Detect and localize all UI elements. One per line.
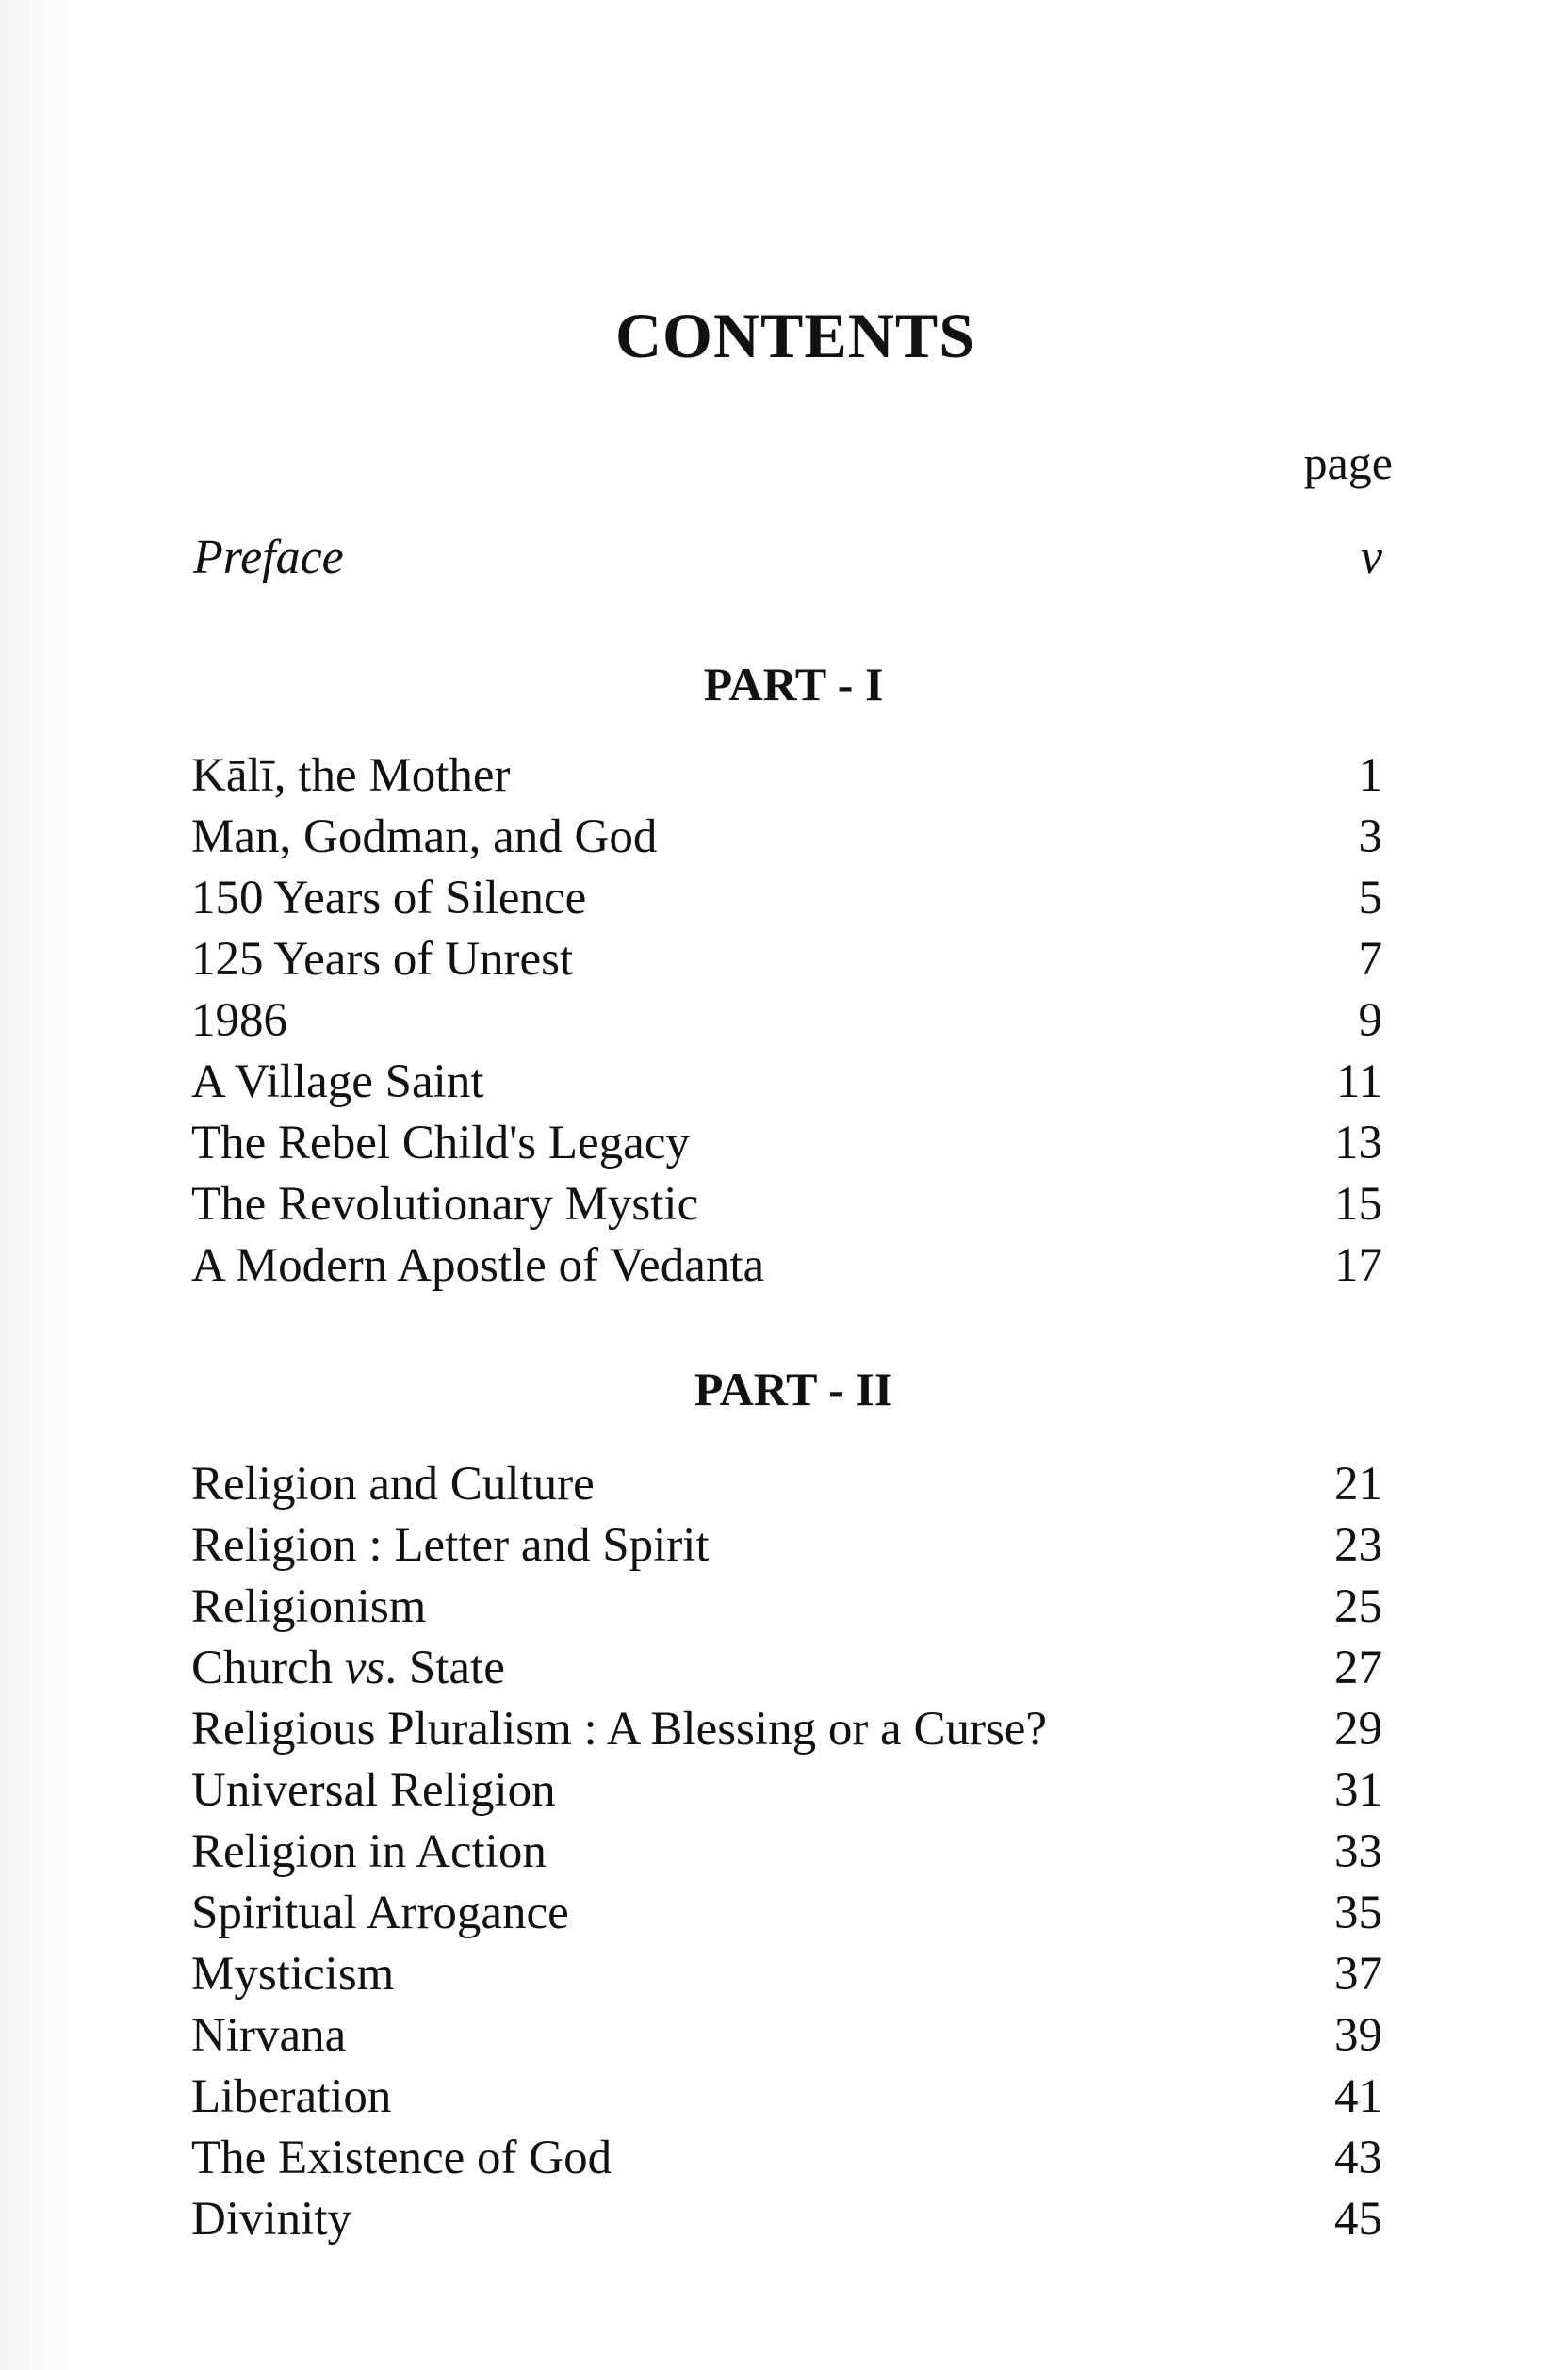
toc-entry-title: 150 Years of Silence <box>191 872 587 924</box>
toc-entry <box>191 1703 1382 1767</box>
toc-entry <box>191 1178 1382 1242</box>
toc-entry-title: Man, Godman, and God <box>191 810 658 863</box>
toc-entry <box>191 1644 1382 1706</box>
toc-entry <box>191 994 1382 1058</box>
toc-entry <box>191 810 1382 874</box>
toc-entry <box>191 2009 1382 2073</box>
toc-entry-title: Religion and Culture <box>191 1458 595 1511</box>
toc-entry-page: 23 <box>1334 1519 1382 1572</box>
toc-entry-title: Mysticism <box>191 1948 395 2001</box>
toc-entry-page: 5 <box>1358 872 1382 924</box>
toc-entry-page: 25 <box>1334 1580 1382 1633</box>
toc-entry-page: 27 <box>1334 1642 1382 1694</box>
toc-entry <box>191 2134 1382 2196</box>
toc-entry-page: 3 <box>1358 810 1382 863</box>
toc-entry-title: A Village Saint <box>191 1055 484 1108</box>
toc-entry-title: The Rebel Child's Legacy <box>191 1117 690 1169</box>
toc-entry-page: 21 <box>1334 1458 1382 1511</box>
toc-entry <box>191 1055 1382 1120</box>
toc-entry-title: Spiritual Arrogance <box>191 1887 569 1939</box>
page-title: CONTENTS <box>614 300 976 371</box>
page-column-label: page <box>1303 436 1393 489</box>
toc-entry-title: Religion : Letter and Spirit <box>191 1519 710 1572</box>
toc-entry <box>191 1458 1382 1522</box>
toc-entry-title: Liberation <box>191 2070 392 2123</box>
toc-entry <box>191 749 1382 813</box>
toc-entry <box>191 1239 1382 1303</box>
toc-entry-title: Kālī, the Mother <box>191 749 511 802</box>
toc-entry-title: The Existence of God <box>191 2132 612 2184</box>
part-heading-2: PART - II <box>694 1363 893 1415</box>
toc-entry-page: 39 <box>1334 2009 1382 2062</box>
toc-entry-title <box>191 1644 505 1692</box>
toc-entry-page: 41 <box>1334 2070 1382 2123</box>
toc-entry-title-part: Church <box>191 1642 345 1694</box>
toc-entry <box>191 2193 1382 2257</box>
toc-entry-page: 43 <box>1334 2132 1382 2184</box>
toc-entry-page: 17 <box>1334 1239 1382 1292</box>
toc-entry-page: 1 <box>1358 749 1382 802</box>
toc-entry-title-italic: vs <box>344 1642 385 1694</box>
toc-entry-title-part: . State <box>384 1642 505 1694</box>
toc-entry-page: 35 <box>1334 1887 1382 1939</box>
toc-entry <box>191 1519 1382 1583</box>
toc-entry-title: Divinity <box>191 2193 352 2246</box>
toc-entry <box>191 1948 1382 2012</box>
toc-entry-page: 13 <box>1334 1117 1382 1169</box>
toc-entry-title: 1986 <box>191 994 287 1047</box>
toc-entry <box>191 933 1382 997</box>
toc-entry-page: 31 <box>1334 1764 1382 1817</box>
toc-entry-title: Religion in Action <box>191 1825 547 1878</box>
toc-entry-preface-title: Preface <box>193 531 344 584</box>
toc-entry-title: Religionism <box>191 1580 427 1633</box>
toc-entry-page: 33 <box>1334 1825 1382 1878</box>
toc-entry-title: Religious Pluralism : A Blessing or a Curse? <box>191 1703 1048 1756</box>
toc-entry-page: 11 <box>1335 1055 1382 1108</box>
toc-entry-page: 37 <box>1334 1948 1382 2001</box>
toc-entry-page: 45 <box>1334 2193 1382 2246</box>
toc-entry-title: The Revolutionary Mystic <box>191 1178 699 1231</box>
toc-entry-page: 7 <box>1358 933 1382 986</box>
toc-entry-preface-page: v <box>1360 531 1382 584</box>
toc-entry <box>191 1117 1382 1181</box>
toc-entry <box>191 1889 1382 1951</box>
toc-entry-title: 125 Years of Unrest <box>191 933 574 986</box>
toc-entry <box>191 1764 1382 1828</box>
toc-entry-title: A Modern Apostle of Vedanta <box>191 1239 765 1292</box>
toc-entry-title: Universal Religion <box>191 1764 556 1817</box>
toc-entry-title: Nirvana <box>191 2009 347 2062</box>
toc-entry-page: 9 <box>1358 994 1382 1047</box>
toc-entry <box>191 874 1382 936</box>
toc-entry-page: 29 <box>1334 1703 1382 1756</box>
toc-entry-page: 15 <box>1334 1178 1382 1231</box>
part-heading-1: PART - I <box>703 658 884 711</box>
toc-entry <box>191 1580 1382 1644</box>
toc-entry <box>191 1825 1382 1889</box>
toc-entry <box>191 2070 1382 2134</box>
